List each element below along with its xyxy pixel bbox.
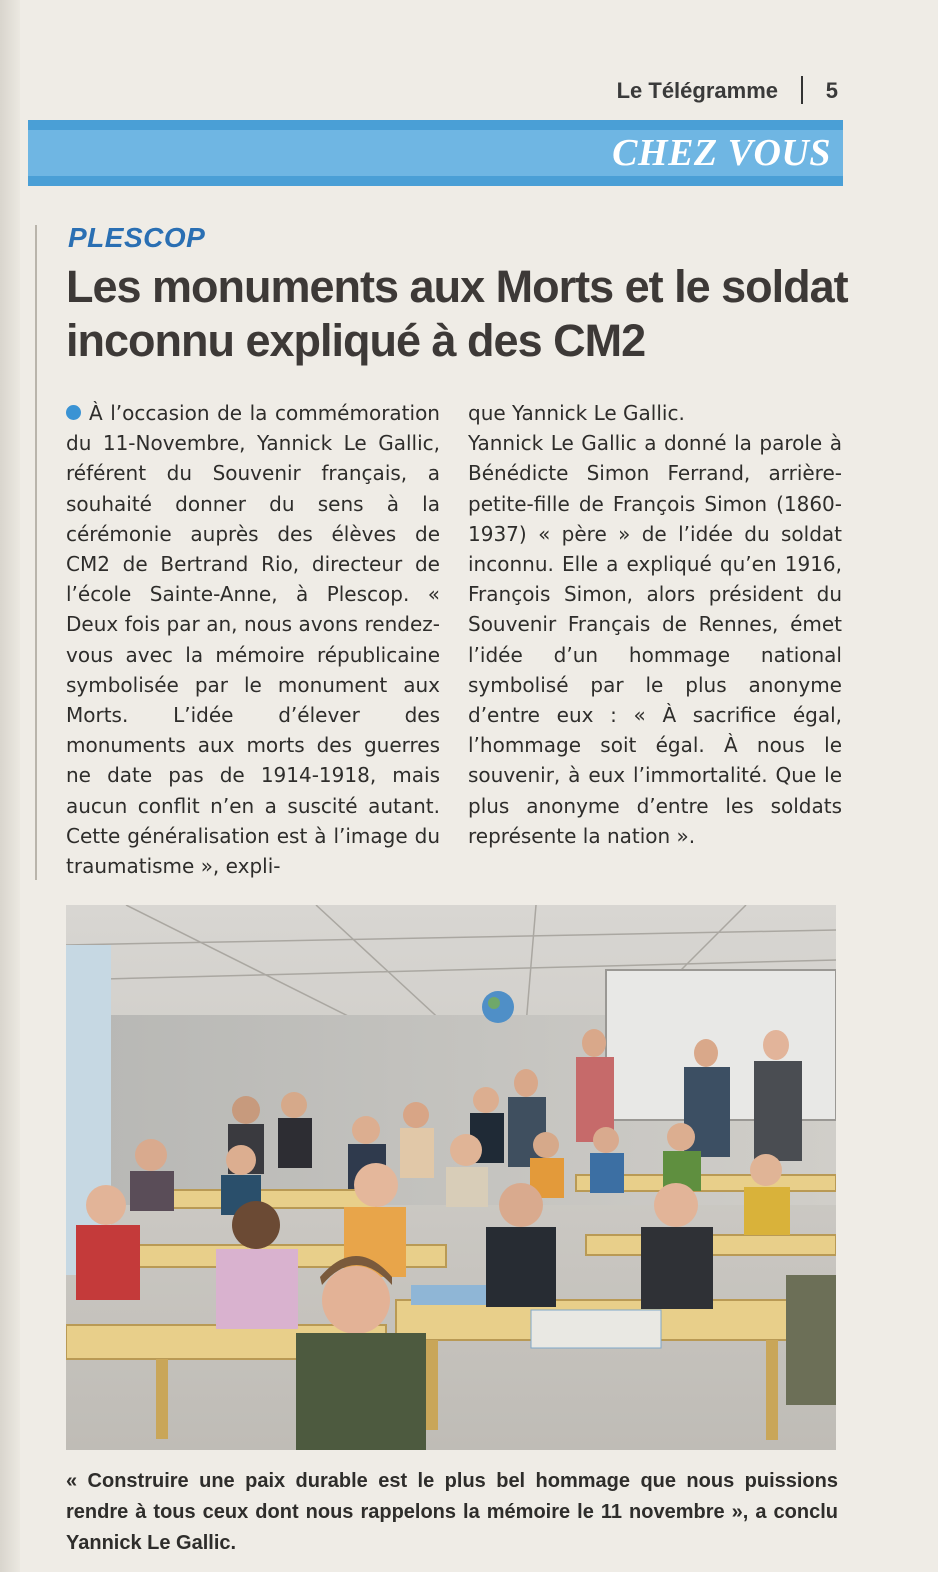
classroom-photo	[66, 905, 836, 1450]
article-paragraph	[66, 398, 440, 881]
paper-edge	[0, 0, 20, 1572]
article-paragraph-quote: Yannick Le Gallic a donné la parole à Bénédicte Simon Ferrand, arrière-petite-fille de François Simon (1860-1937) « père » de l’idée du soldat inconnu. Elle a expliqué qu’en 1916, François Simon, alors président du Souvenir Français de Rennes, émet l’idée d’un hommage national symbolisé par le plus anonyme d’entre eux : « À sacrifice égal, l’hommage soit égal. À nous le souvenir, à eux l’immortalité. Que le plus anonyme d’entre les soldats représente la nation ».	[468, 431, 842, 848]
section-band	[28, 120, 843, 186]
article-headline: Les monuments aux Morts et le soldat inconnu expliqué à des CM2	[66, 261, 848, 366]
header-separator	[801, 76, 803, 104]
article-photo	[66, 905, 836, 1450]
article-paragraph-continued: que Yannick Le Gallic.	[468, 401, 685, 425]
article-column-right	[468, 398, 842, 851]
section-title: CHEZ VOUS	[612, 132, 831, 174]
page-number: 5	[825, 78, 838, 103]
article-column-left	[66, 398, 440, 881]
bullet-icon	[66, 405, 81, 420]
article-rule	[35, 225, 37, 880]
photo-caption: « Construire une paix durable est le plus bel hommage que nous puissions rendre à tous ceux dont nous rappelons la mémoire le 11 novembre », a conclu Yannick Le Gallic.	[66, 1470, 838, 1554]
publication-name: Le Télégramme	[616, 78, 778, 103]
article-kicker: PLESCOP	[68, 222, 206, 253]
article-text-left: À l’occasion de la commémoration du 11-Novembre, Yannick Le Gallic, référent du Souvenir français, a souhaité donner du sens à la cérémonie auprès des élèves de CM2 de Bertrand Rio, directeur de l’école Sainte-Anne, à Plescop. « Deux fois par an, nous avons rendez-vous avec la mémoire républicaine symbolisée par le monument aux Morts. L’idée d’élever des monuments aux morts des guerres ne date pas de 1914-1918, mais aucun conflit n’en a suscité autant. Cette généralisation est à l’image du traumatisme », expli-	[66, 401, 440, 879]
